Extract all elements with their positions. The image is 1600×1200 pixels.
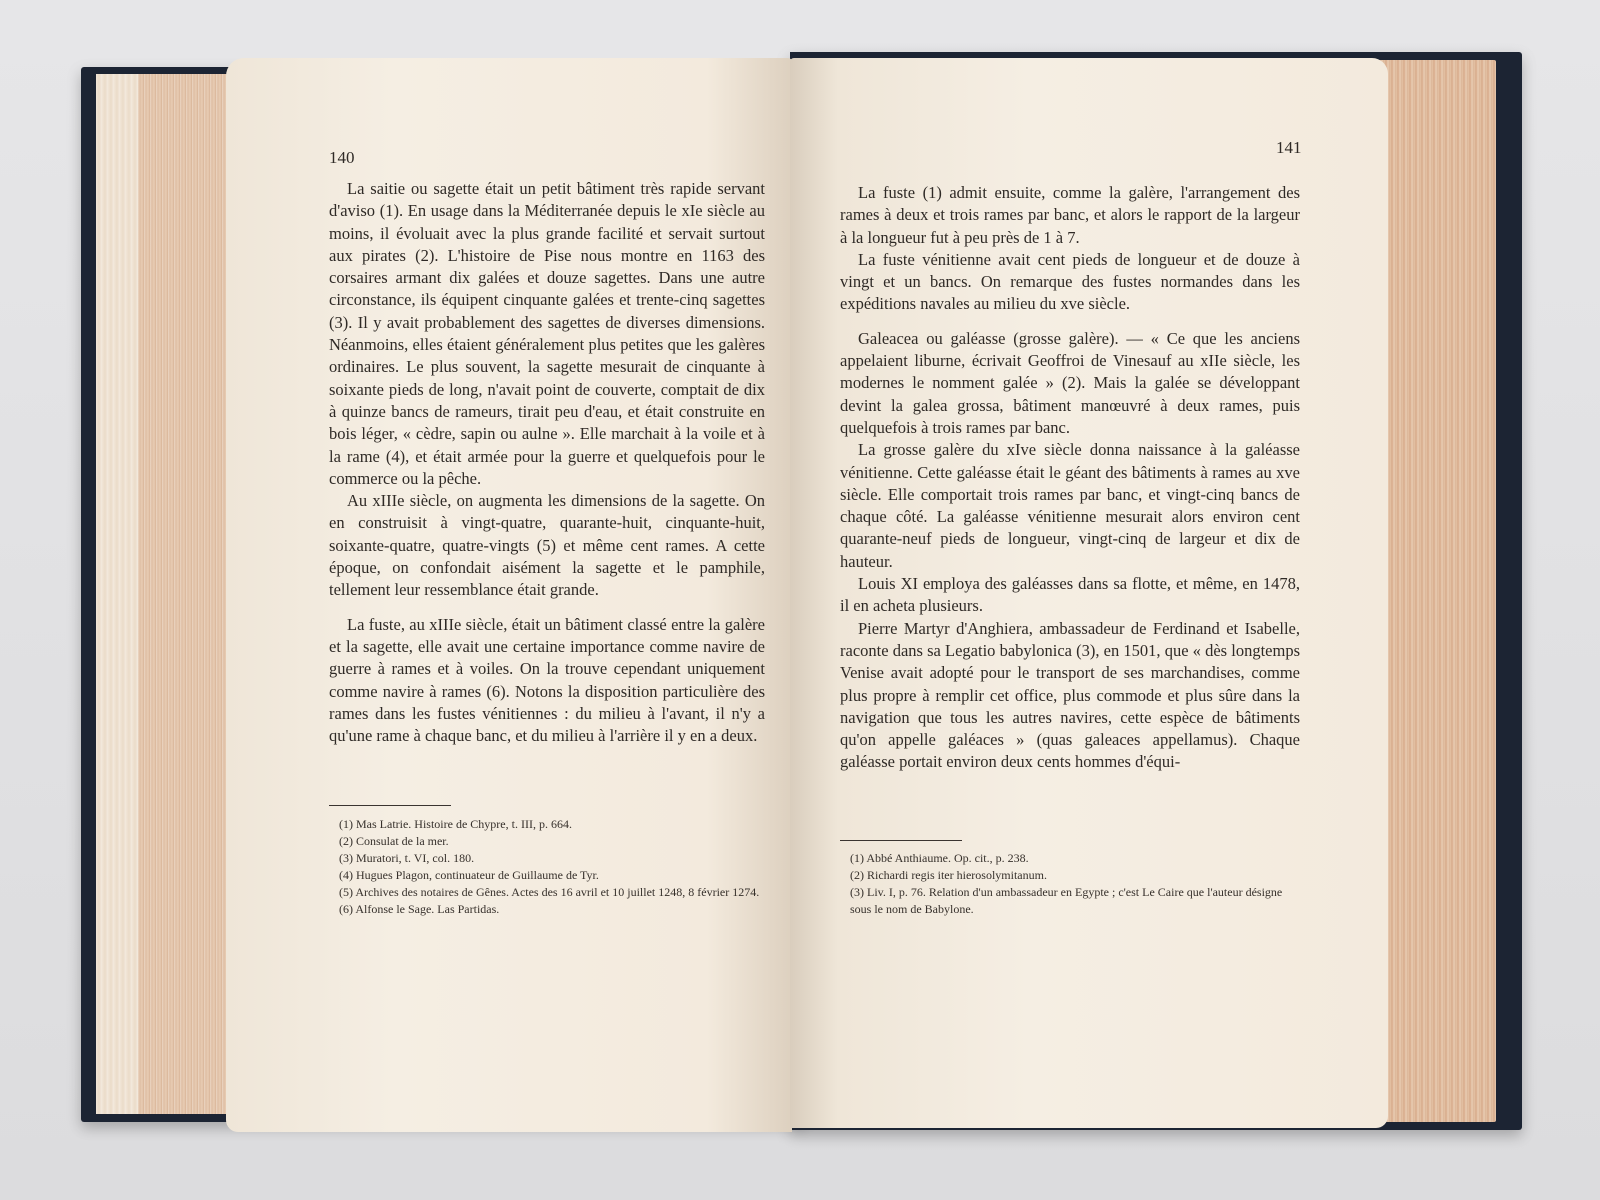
page-number: 140 [329, 148, 355, 167]
paragraph: Au xIIIe siècle, on augmenta les dimensions de la sagette. On en construisit à vingt-quatre, quarante-huit, cinquante-huit, soixante-quatre, quatre-vingts (5) et même cent rames. A cette époque, on confondait aisément la sagette et le pamphile, tellement leur ressemblance était grande. [329, 491, 765, 600]
footnote: (2) Richardi regis iter hierosolymitanum. [850, 868, 1047, 882]
paragraph: La fuste (1) admit ensuite, comme la galère, l'arrangement des rames à deux et trois rames par banc, et alors le rapport de la largeur à la longueur fut à peu près de 1 à 7. [840, 183, 1300, 247]
left-page [226, 58, 792, 1132]
right-page [790, 58, 1388, 1128]
footnote: (5) Archives des notaires de Gênes. Actes des 16 avril et 10 juillet 1248, 8 février 1274. [339, 885, 760, 899]
footnote: (2) Consulat de la mer. [339, 834, 449, 848]
paragraph: La fuste vénitienne avait cent pieds de longueur et de douze à vingt et un bancs. On remarque des fustes normandes dans les expéditions navales au milieu du xve siècle. [840, 249, 1300, 314]
paragraph: La saitie ou sagette était un petit bâtiment très rapide servant d'aviso (1). En usage dans la Méditerranée depuis le xIe siècle au moins, il évoluait avec la plus grande facilité et servait surtout aux pirates (2). L'histoire de Pise nous montre en 1163 des corsaires armant dix galées et douze sagettes. Dans une autre circonstance, ils équipent cinquante galées et trente-cinq sagettes (3). Il y avait probablement des sagettes de diverses dimensions. Néanmoins, elles étaient généralement plus petites que les galères ordinaires. Le plus souvent, la sagette mesurait de cinquante à soixante pieds de long, n'avait point de couverte, comptait de dix à quinze bancs de rameurs, tirait peu d'eau, et était construite en bois léger, « cèdre, sapin ou aulne ». Elle marchait à la voile et à la rame (4), et était armée pour la guerre et quelquefois pour le commerce ou la pêche. [329, 179, 765, 488]
footnote: (3) Muratori, t. VI, col. 180. [339, 851, 475, 865]
footnotes [329, 816, 765, 918]
page-edges-right [1378, 60, 1496, 1122]
footnote: (3) Liv. I, p. 76. Relation d'un ambassadeur en Egypte ; c'est Le Caire que l'auteur désigne sous le nom de Babylone. [850, 885, 1283, 916]
body-text [329, 178, 765, 747]
paragraph: La fuste, au xIIIe siècle, était un bâtiment classé entre la galère et la sagette, elle avait une certaine importance comme navire de guerre à rames et à voiles. On la trouve cependant uniquement comme navire à rames (6). Notons la disposition particulière des rames dans les fustes vénitiennes : du milieu à l'avant, il n'y a qu'une rame à chaque banc, et du milieu à l'arrière il y en a deux. [329, 614, 765, 746]
paragraph: La grosse galère du xIve siècle donna naissance à la galéasse vénitienne. Cette galéasse était le géant des bâtiments à rames au xve siècle. Elle comportait trois rames par banc, et vingt-cinq bancs de chaque côté. La galéasse vénitienne mesurait alors environ cent quarante-neuf pieds de longueur, vingt-cinq de largeur et dix de hauteur. [840, 440, 1300, 571]
paragraph: Pierre Martyr d'Anghiera, ambassadeur de Ferdinand et Isabelle, raconte dans sa Legatio babylonica (3), en 1501, que « dès longtemps Venise avait adopté pour le transport de ses marchandises, comme plus propre à remplir cet office, plus commode et plus sûre dans la navigation que tous les autres navires, cette espèce de bâtiments qu'on appelle galéaces » (quas galeaces appellamus). Chaque galéasse portait environ deux cents hommes d'équi- [840, 618, 1300, 772]
footnote-rule [329, 805, 451, 806]
footnote: (4) Hugues Plagon, continuateur de Guillaume de Tyr. [339, 868, 599, 882]
page-edges-left [96, 74, 246, 1114]
footnote: (1) Mas Latrie. Histoire de Chypre, t. III, p. 664. [339, 817, 572, 831]
footnote: (6) Alfonse le Sage. Las Partidas. [339, 902, 500, 916]
paragraph: Louis XI employa des galéasses dans sa flotte, et même, en 1478, il en acheta plusieurs. [840, 574, 1300, 616]
footnotes [840, 850, 1300, 918]
footnote-rule [840, 840, 962, 841]
page-number: 141 [1276, 138, 1302, 157]
body-text [840, 182, 1300, 774]
paragraph: Galeacea ou galéasse (grosse galère). — « Ce que les anciens appelaient liburne, écrivait Geoffroi de Vinesauf au xIIe siècle, les modernes le nomment galée » (2). Mais la galée se développant devint la galea grossa, bâtiment manœuvré à deux rames, puis quelquefois à trois rames par banc. [840, 328, 1300, 437]
footnote: (1) Abbé Anthiaume. Op. cit., p. 238. [850, 851, 1029, 865]
